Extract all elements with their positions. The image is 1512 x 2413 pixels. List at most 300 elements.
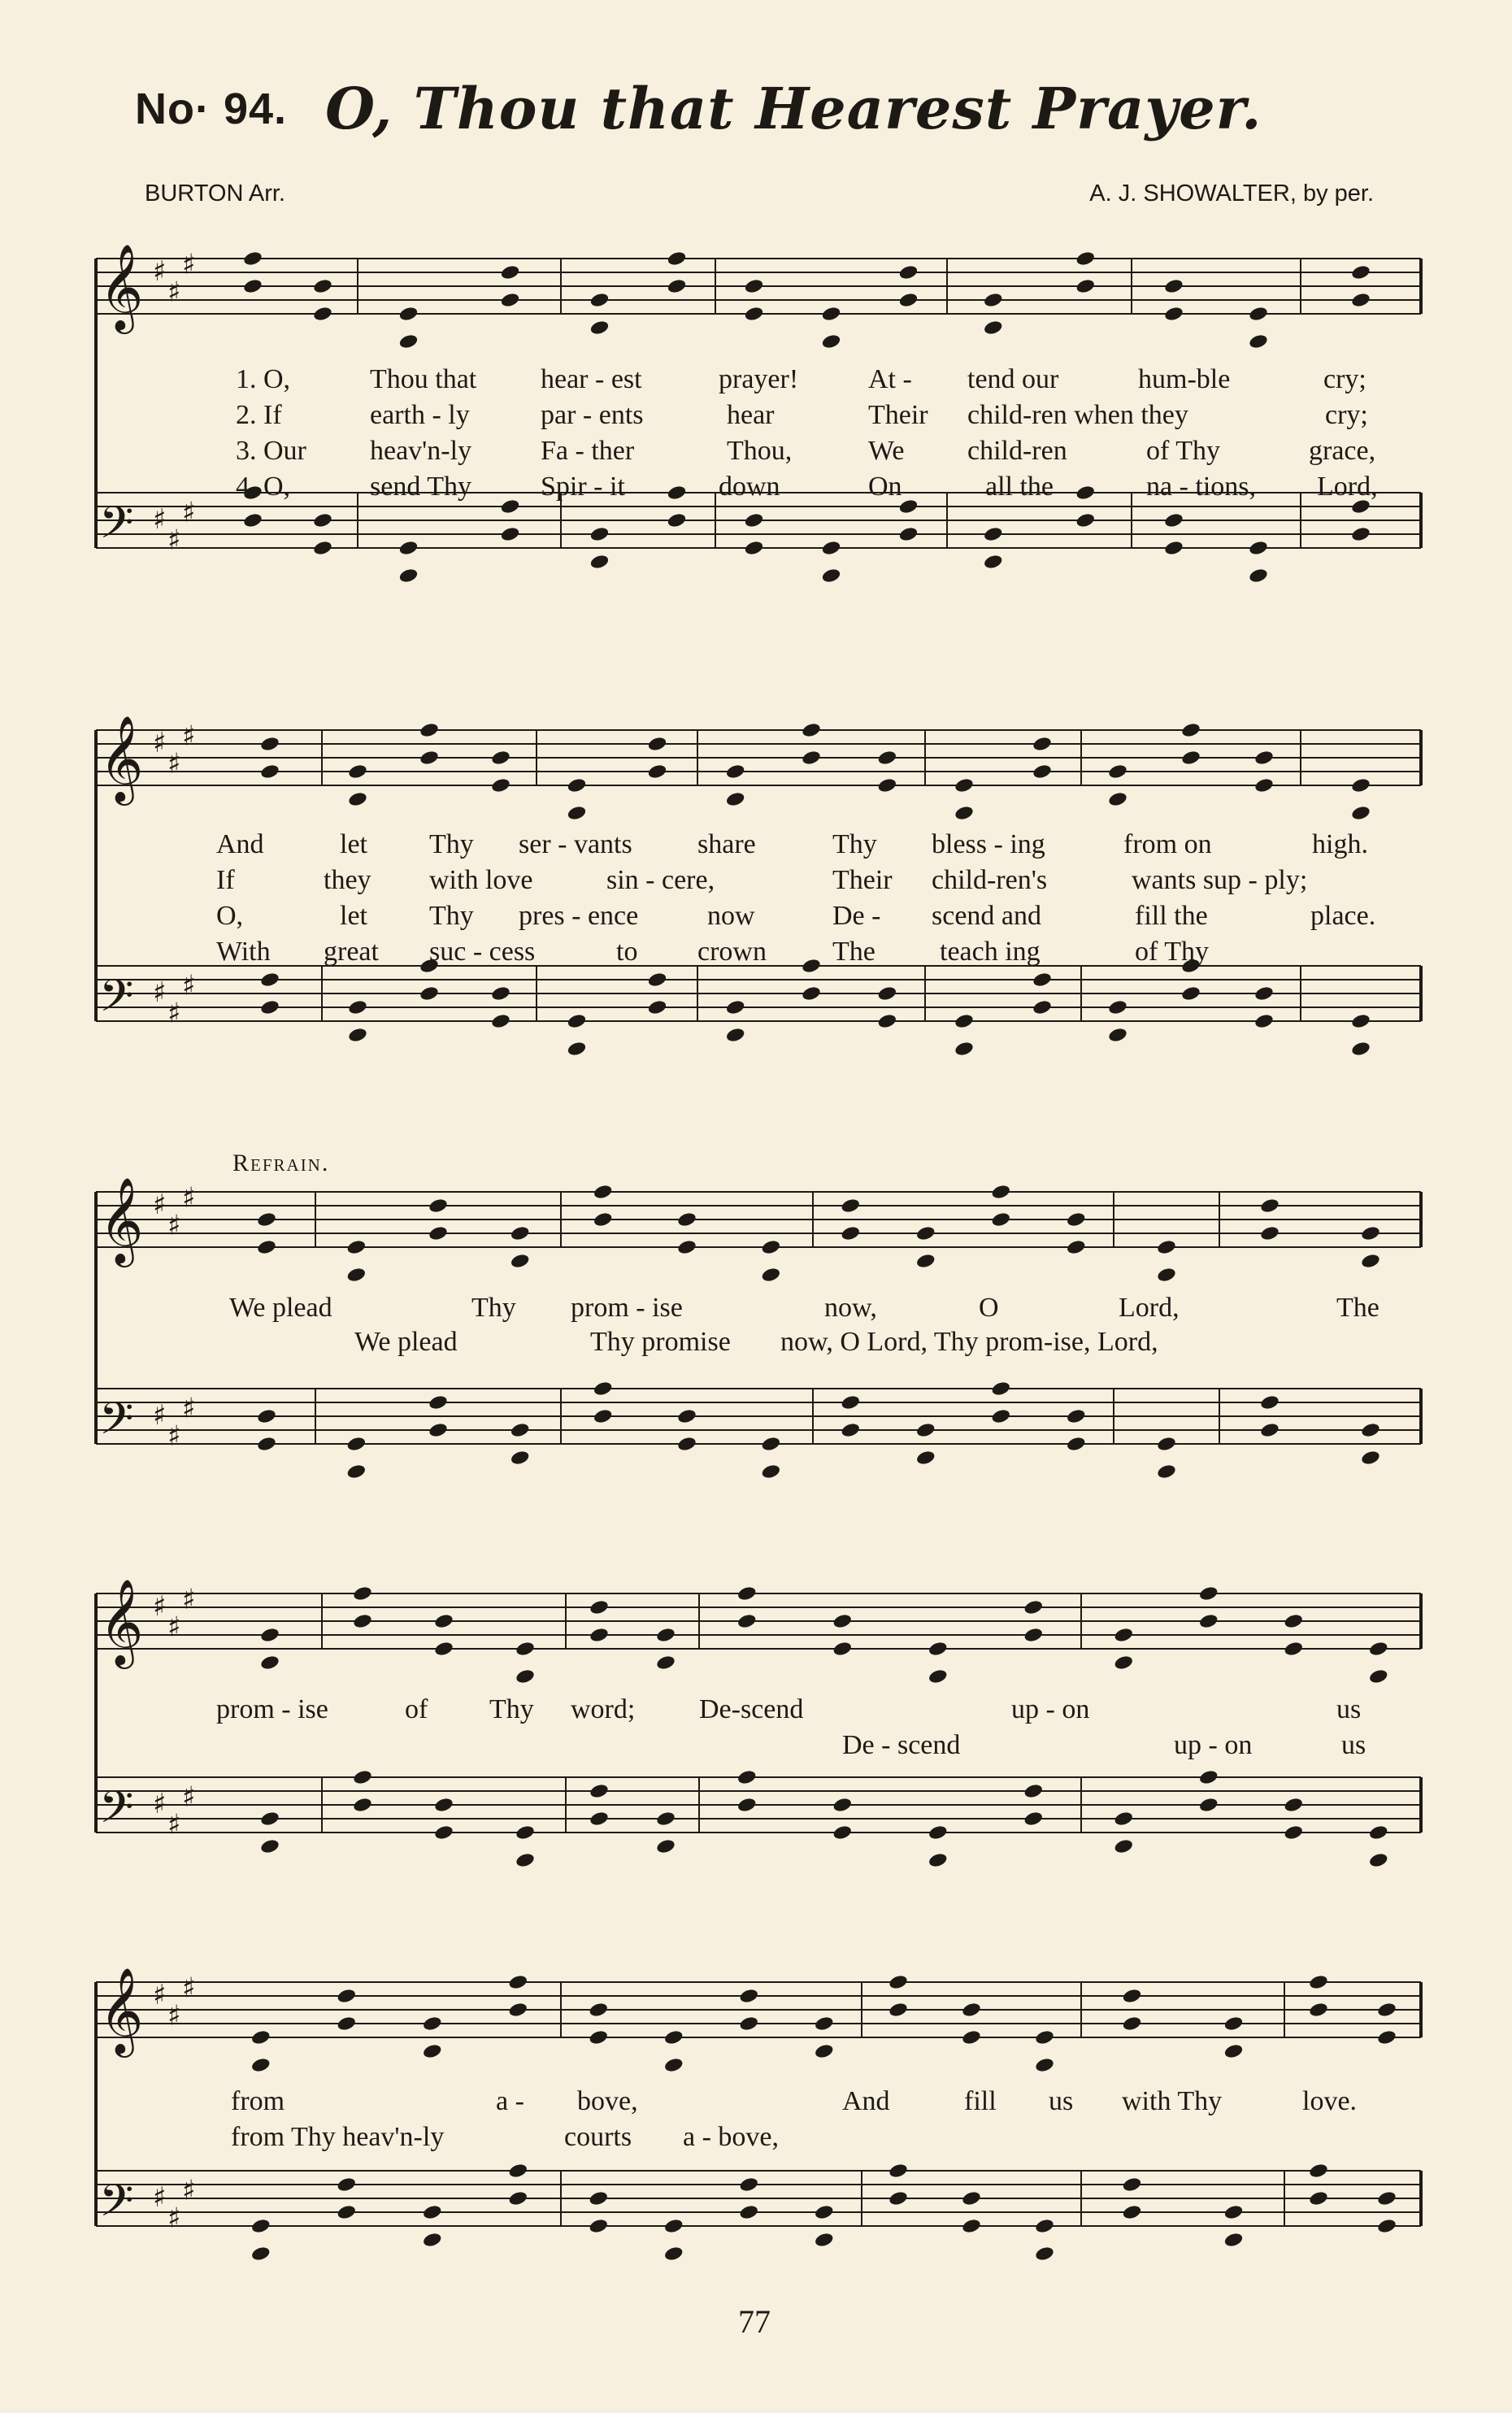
note-head bbox=[256, 1436, 276, 1453]
lyric-word: share bbox=[697, 829, 756, 859]
sharp-icon: ♯ bbox=[153, 976, 167, 1009]
note-head bbox=[928, 1824, 948, 1841]
note-head bbox=[647, 999, 667, 1016]
treble-clef-icon: 𝄞 bbox=[99, 243, 144, 330]
note-head bbox=[428, 1225, 448, 1242]
sharp-icon: ♯ bbox=[182, 720, 196, 753]
note-head bbox=[1360, 1225, 1380, 1242]
note-head bbox=[419, 750, 439, 767]
note-head bbox=[1198, 1769, 1219, 1786]
note-head bbox=[991, 1184, 1011, 1201]
note-head bbox=[1350, 777, 1371, 794]
lyric-word: prom - ise bbox=[571, 1293, 683, 1323]
lyric-word: scend and bbox=[932, 901, 1042, 931]
note-head bbox=[256, 1408, 276, 1425]
note-head bbox=[1163, 540, 1184, 557]
note-head bbox=[647, 972, 667, 989]
note-head bbox=[1032, 763, 1052, 780]
note-head bbox=[991, 1408, 1011, 1425]
note-head bbox=[1376, 2190, 1397, 2207]
note-head bbox=[1223, 2015, 1244, 2033]
note-head bbox=[1350, 1041, 1371, 1058]
note-head bbox=[961, 2190, 981, 2207]
note-head bbox=[500, 498, 520, 515]
lyric-word: from Thy heav'n-ly bbox=[231, 2122, 445, 2152]
lyric-word: great bbox=[324, 937, 379, 967]
lyric-word: And bbox=[842, 2086, 890, 2116]
note-head bbox=[1180, 985, 1201, 1002]
note-head bbox=[1066, 1408, 1086, 1425]
note-head bbox=[433, 1641, 454, 1658]
note-head bbox=[841, 1422, 861, 1439]
lyric-word: De-scend bbox=[699, 1694, 804, 1724]
note-head bbox=[1156, 1463, 1176, 1480]
lyric-word: 2. If bbox=[236, 400, 282, 430]
note-head bbox=[1253, 1013, 1274, 1030]
note-head bbox=[888, 2163, 908, 2180]
bass-clef-icon: 𝄢 bbox=[99, 970, 134, 1033]
note-head bbox=[725, 791, 745, 808]
note-head bbox=[663, 2029, 684, 2046]
note-head bbox=[490, 750, 511, 767]
note-head bbox=[259, 763, 280, 780]
sharp-icon: ♯ bbox=[182, 1583, 196, 1616]
sharp-icon: ♯ bbox=[167, 1999, 181, 2033]
note-head bbox=[1032, 999, 1052, 1016]
treble-clef-icon: 𝄞 bbox=[99, 1578, 144, 1665]
note-head bbox=[1034, 2246, 1054, 2263]
lyric-word: us bbox=[1341, 1730, 1366, 1760]
note-head bbox=[983, 526, 1003, 543]
note-head bbox=[347, 1027, 367, 1044]
note-head bbox=[346, 1239, 367, 1256]
note-head bbox=[490, 777, 511, 794]
note-head bbox=[832, 1613, 853, 1630]
note-head bbox=[1284, 1824, 1304, 1841]
note-head bbox=[1180, 750, 1201, 767]
lyric-word: The bbox=[832, 937, 875, 967]
note-head bbox=[1122, 2204, 1142, 2221]
bass-clef-icon: 𝄢 bbox=[99, 497, 134, 559]
note-head bbox=[647, 736, 667, 753]
note-head bbox=[676, 1211, 697, 1228]
hymn-number: No· 94. bbox=[135, 84, 288, 133]
note-head bbox=[515, 1852, 535, 1869]
note-head bbox=[1107, 1027, 1127, 1044]
note-head bbox=[337, 1988, 357, 2005]
note-head bbox=[725, 763, 745, 780]
lyric-word: hear - est bbox=[541, 364, 642, 394]
note-head bbox=[1368, 1852, 1388, 1869]
note-head bbox=[832, 1641, 853, 1658]
note-head bbox=[1023, 1627, 1044, 1644]
note-head bbox=[991, 1211, 1011, 1228]
sharp-icon: ♯ bbox=[153, 727, 167, 759]
note-head bbox=[593, 1211, 613, 1228]
lyric-word: to bbox=[616, 937, 638, 967]
note-head bbox=[1156, 1239, 1176, 1256]
note-head bbox=[1163, 306, 1184, 323]
sharp-icon: ♯ bbox=[153, 1399, 167, 1432]
lyric-word: send Thy bbox=[370, 472, 471, 502]
bass-clef-icon: 𝄢 bbox=[99, 2175, 134, 2237]
note-head bbox=[347, 763, 367, 780]
note-head bbox=[312, 278, 332, 295]
lyric-word: Thy bbox=[429, 901, 474, 931]
note-head bbox=[739, 2176, 759, 2193]
lyric-word: Spir - it bbox=[541, 472, 625, 502]
note-head bbox=[877, 1013, 897, 1030]
sharp-icon: ♯ bbox=[167, 524, 181, 557]
note-head bbox=[1107, 999, 1127, 1016]
lyric-word: De - bbox=[832, 901, 881, 931]
sharp-icon: ♯ bbox=[153, 1979, 167, 2011]
note-head bbox=[419, 985, 439, 1002]
note-head bbox=[1122, 1988, 1142, 2005]
note-head bbox=[1376, 2218, 1397, 2235]
note-head bbox=[667, 485, 687, 502]
note-head bbox=[422, 2015, 442, 2033]
note-head bbox=[736, 1769, 757, 1786]
lyric-word: If bbox=[216, 865, 235, 895]
note-head bbox=[725, 999, 745, 1016]
note-head bbox=[1032, 972, 1052, 989]
note-head bbox=[1376, 2029, 1397, 2046]
note-head bbox=[428, 1198, 448, 1215]
note-head bbox=[1114, 1811, 1134, 1828]
note-head bbox=[419, 722, 439, 739]
note-head bbox=[589, 1783, 609, 1800]
lyric-word: of Thy bbox=[1146, 436, 1220, 466]
note-head bbox=[744, 278, 764, 295]
note-head bbox=[510, 1225, 530, 1242]
note-head bbox=[877, 750, 897, 767]
note-head bbox=[744, 306, 764, 323]
note-head bbox=[510, 1253, 530, 1270]
note-head bbox=[1163, 512, 1184, 529]
note-head bbox=[352, 1769, 372, 1786]
note-head bbox=[1350, 805, 1371, 822]
lyric-word: prayer! bbox=[719, 364, 799, 394]
sharp-icon: ♯ bbox=[153, 503, 167, 536]
note-head bbox=[589, 320, 610, 337]
note-head bbox=[259, 999, 280, 1016]
note-head bbox=[954, 1041, 974, 1058]
lyric-word: Thou that bbox=[370, 364, 477, 394]
note-head bbox=[508, 2190, 528, 2207]
note-head bbox=[961, 2002, 981, 2019]
lyric-word: We plead bbox=[229, 1293, 332, 1323]
note-head bbox=[744, 512, 764, 529]
note-head bbox=[352, 1585, 372, 1602]
note-head bbox=[1350, 1013, 1371, 1030]
note-head bbox=[761, 1239, 781, 1256]
note-head bbox=[761, 1463, 781, 1480]
lyric-word: child-ren's bbox=[932, 865, 1048, 895]
treble-clef-icon: 𝄞 bbox=[99, 1176, 144, 1263]
note-head bbox=[961, 2029, 981, 2046]
note-head bbox=[422, 2232, 442, 2249]
lyric-word: cry; bbox=[1323, 364, 1366, 394]
note-head bbox=[761, 1436, 781, 1453]
note-head bbox=[422, 2204, 442, 2221]
note-head bbox=[744, 540, 764, 557]
note-head bbox=[821, 540, 841, 557]
note-head bbox=[667, 278, 687, 295]
note-head bbox=[928, 1852, 948, 1869]
tune-credit: BURTON Arr. bbox=[145, 180, 285, 207]
lyric-word: Their bbox=[868, 400, 928, 430]
note-head bbox=[655, 1627, 676, 1644]
note-head bbox=[428, 1422, 448, 1439]
lyric-word: bless - ing bbox=[932, 829, 1045, 859]
note-head bbox=[337, 2204, 357, 2221]
note-head bbox=[346, 1267, 367, 1284]
lyric-word: with love bbox=[429, 865, 533, 895]
note-head bbox=[983, 292, 1003, 309]
sharp-icon: ♯ bbox=[153, 1788, 167, 1820]
note-head bbox=[1023, 1783, 1044, 1800]
sharp-icon: ♯ bbox=[167, 1808, 181, 1841]
sharp-icon: ♯ bbox=[182, 1181, 196, 1215]
sharp-icon: ♯ bbox=[153, 1189, 167, 1221]
lyric-word: tend our bbox=[967, 364, 1059, 394]
note-head bbox=[1223, 2204, 1244, 2221]
note-head bbox=[1284, 1613, 1304, 1630]
note-head bbox=[593, 1184, 613, 1201]
lyric-word: Thy bbox=[429, 829, 474, 859]
note-head bbox=[1107, 763, 1127, 780]
treble-clef-icon: 𝄞 bbox=[99, 715, 144, 802]
composer-credit: A. J. SHOWALTER, by per. bbox=[1089, 180, 1374, 207]
note-head bbox=[589, 1627, 609, 1644]
note-head bbox=[1259, 1225, 1280, 1242]
lyric-word: Their bbox=[832, 865, 893, 895]
note-head bbox=[250, 2057, 271, 2074]
note-head bbox=[983, 554, 1003, 571]
lyric-word: earth - ly bbox=[370, 400, 470, 430]
note-head bbox=[589, 1811, 609, 1828]
note-head bbox=[312, 512, 332, 529]
lyric-word: place. bbox=[1310, 901, 1376, 931]
note-head bbox=[1066, 1436, 1086, 1453]
note-head bbox=[1114, 1838, 1134, 1855]
note-head bbox=[500, 264, 520, 281]
sharp-icon: ♯ bbox=[167, 747, 181, 780]
note-head bbox=[1223, 2043, 1244, 2060]
lyric-word: 3. Our bbox=[236, 436, 306, 466]
lyric-word: from on bbox=[1123, 829, 1212, 859]
lyric-word: high. bbox=[1312, 829, 1368, 859]
note-head bbox=[1350, 264, 1371, 281]
lyric-word: We plead bbox=[354, 1327, 458, 1357]
note-head bbox=[508, 1974, 528, 1991]
note-head bbox=[259, 1838, 280, 1855]
note-head bbox=[1368, 1641, 1388, 1658]
lyric-word: O, bbox=[216, 901, 244, 931]
note-head bbox=[1350, 292, 1371, 309]
lyric-word: love. bbox=[1302, 2086, 1358, 2116]
sharp-icon: ♯ bbox=[167, 1611, 181, 1644]
note-head bbox=[589, 2029, 609, 2046]
note-head bbox=[589, 1599, 609, 1616]
note-head bbox=[1368, 1824, 1388, 1841]
note-head bbox=[508, 2002, 528, 2019]
note-head bbox=[1284, 1641, 1304, 1658]
lyric-word: hum-ble bbox=[1138, 364, 1231, 394]
note-head bbox=[655, 1838, 676, 1855]
note-head bbox=[1066, 1211, 1086, 1228]
bass-clef-icon: 𝄢 bbox=[99, 1393, 134, 1455]
note-head bbox=[346, 1463, 367, 1480]
note-head bbox=[256, 1239, 276, 1256]
note-head bbox=[567, 1013, 587, 1030]
note-head bbox=[593, 1408, 613, 1425]
lyric-word: With bbox=[216, 937, 271, 967]
note-head bbox=[1122, 2176, 1142, 2193]
note-head bbox=[1259, 1198, 1280, 1215]
sharp-icon: ♯ bbox=[167, 276, 181, 309]
note-head bbox=[928, 1641, 948, 1658]
note-head bbox=[1122, 2015, 1142, 2033]
note-head bbox=[1253, 985, 1274, 1002]
note-head bbox=[508, 2163, 528, 2180]
note-head bbox=[676, 1436, 697, 1453]
note-head bbox=[515, 1668, 535, 1685]
note-head bbox=[898, 526, 919, 543]
note-head bbox=[242, 278, 263, 295]
note-head bbox=[739, 2204, 759, 2221]
note-head bbox=[821, 306, 841, 323]
lyric-word: now, bbox=[824, 1293, 877, 1323]
note-head bbox=[877, 777, 897, 794]
note-head bbox=[589, 2218, 609, 2235]
sharp-icon: ♯ bbox=[182, 1780, 196, 1814]
lyric-word: us bbox=[1336, 1694, 1362, 1724]
note-head bbox=[1308, 2002, 1328, 2019]
note-head bbox=[1248, 540, 1268, 557]
note-head bbox=[663, 2057, 684, 2074]
note-head bbox=[898, 292, 919, 309]
note-head bbox=[510, 1450, 530, 1467]
note-head bbox=[1248, 306, 1268, 323]
note-head bbox=[250, 2246, 271, 2263]
note-head bbox=[983, 320, 1003, 337]
note-head bbox=[954, 1013, 974, 1030]
sharp-icon: ♯ bbox=[167, 997, 181, 1030]
note-head bbox=[515, 1824, 535, 1841]
lyric-word: they bbox=[324, 865, 371, 895]
note-head bbox=[1198, 1585, 1219, 1602]
note-head bbox=[898, 264, 919, 281]
note-head bbox=[567, 777, 587, 794]
note-head bbox=[500, 292, 520, 309]
note-head bbox=[589, 554, 610, 571]
lyric-word: up - on bbox=[1011, 1694, 1090, 1724]
note-head bbox=[500, 526, 520, 543]
lyric-word: now, O Lord, Thy prom-ise, Lord, bbox=[780, 1327, 1158, 1357]
note-head bbox=[1198, 1797, 1219, 1814]
note-head bbox=[422, 2043, 442, 2060]
note-head bbox=[991, 1380, 1011, 1398]
note-head bbox=[589, 2190, 609, 2207]
lyric-word: us bbox=[1049, 2086, 1074, 2116]
lyric-word: teach ing bbox=[940, 937, 1041, 967]
note-head bbox=[1360, 1422, 1380, 1439]
lyric-word: par - ents bbox=[541, 400, 644, 430]
lyric-word: bove, bbox=[577, 2086, 638, 2116]
note-head bbox=[337, 2176, 357, 2193]
note-head bbox=[256, 1211, 276, 1228]
lyric-word: word; bbox=[571, 1694, 636, 1724]
lyric-word: 4. O, bbox=[236, 472, 291, 502]
note-head bbox=[250, 2218, 271, 2235]
page-number: 77 bbox=[738, 2303, 771, 2340]
note-head bbox=[259, 1654, 280, 1672]
note-head bbox=[1360, 1253, 1380, 1270]
note-head bbox=[888, 1974, 908, 1991]
sharp-icon: ♯ bbox=[167, 1209, 181, 1242]
note-head bbox=[1114, 1627, 1134, 1644]
lyric-word: a - bove, bbox=[683, 2122, 780, 2152]
note-head bbox=[736, 1797, 757, 1814]
refrain-label: Refrain. bbox=[232, 1150, 330, 1176]
lyric-word: O bbox=[979, 1293, 999, 1323]
note-head bbox=[1163, 278, 1184, 295]
note-head bbox=[915, 1422, 936, 1439]
lyric-word: from bbox=[231, 2086, 285, 2116]
note-head bbox=[1253, 777, 1274, 794]
lyric-word: heav'n-ly bbox=[370, 436, 472, 466]
note-head bbox=[346, 1436, 367, 1453]
note-head bbox=[1075, 278, 1096, 295]
note-head bbox=[312, 306, 332, 323]
lyric-word: na - tions, bbox=[1146, 472, 1257, 502]
note-head bbox=[1034, 2029, 1054, 2046]
note-head bbox=[801, 985, 821, 1002]
sharp-icon: ♯ bbox=[182, 1392, 196, 1425]
note-head bbox=[1023, 1599, 1044, 1616]
lyric-word: Thou, bbox=[727, 436, 793, 466]
note-head bbox=[736, 1585, 757, 1602]
note-head bbox=[1360, 1450, 1380, 1467]
note-head bbox=[915, 1225, 936, 1242]
lyric-word: crown bbox=[697, 937, 767, 967]
note-head bbox=[259, 736, 280, 753]
sharp-icon: ♯ bbox=[182, 248, 196, 281]
lyric-word: now bbox=[707, 901, 755, 931]
note-head bbox=[841, 1225, 861, 1242]
lyric-word: hear bbox=[727, 400, 775, 430]
lyric-word: The bbox=[1336, 1293, 1379, 1323]
note-head bbox=[961, 2218, 981, 2235]
lyric-word: Lord, bbox=[1119, 1293, 1180, 1323]
note-head bbox=[567, 805, 587, 822]
note-head bbox=[490, 985, 511, 1002]
note-head bbox=[1259, 1394, 1280, 1411]
note-head bbox=[1376, 2002, 1397, 2019]
note-head bbox=[250, 2029, 271, 2046]
note-head bbox=[1223, 2232, 1244, 2249]
note-head bbox=[398, 540, 419, 557]
lyric-word: let bbox=[340, 829, 367, 859]
sharp-icon: ♯ bbox=[153, 2181, 167, 2214]
note-head bbox=[259, 972, 280, 989]
note-head bbox=[832, 1797, 853, 1814]
note-head bbox=[398, 306, 419, 323]
lyric-word: fill bbox=[964, 2086, 997, 2116]
note-head bbox=[1368, 1668, 1388, 1685]
